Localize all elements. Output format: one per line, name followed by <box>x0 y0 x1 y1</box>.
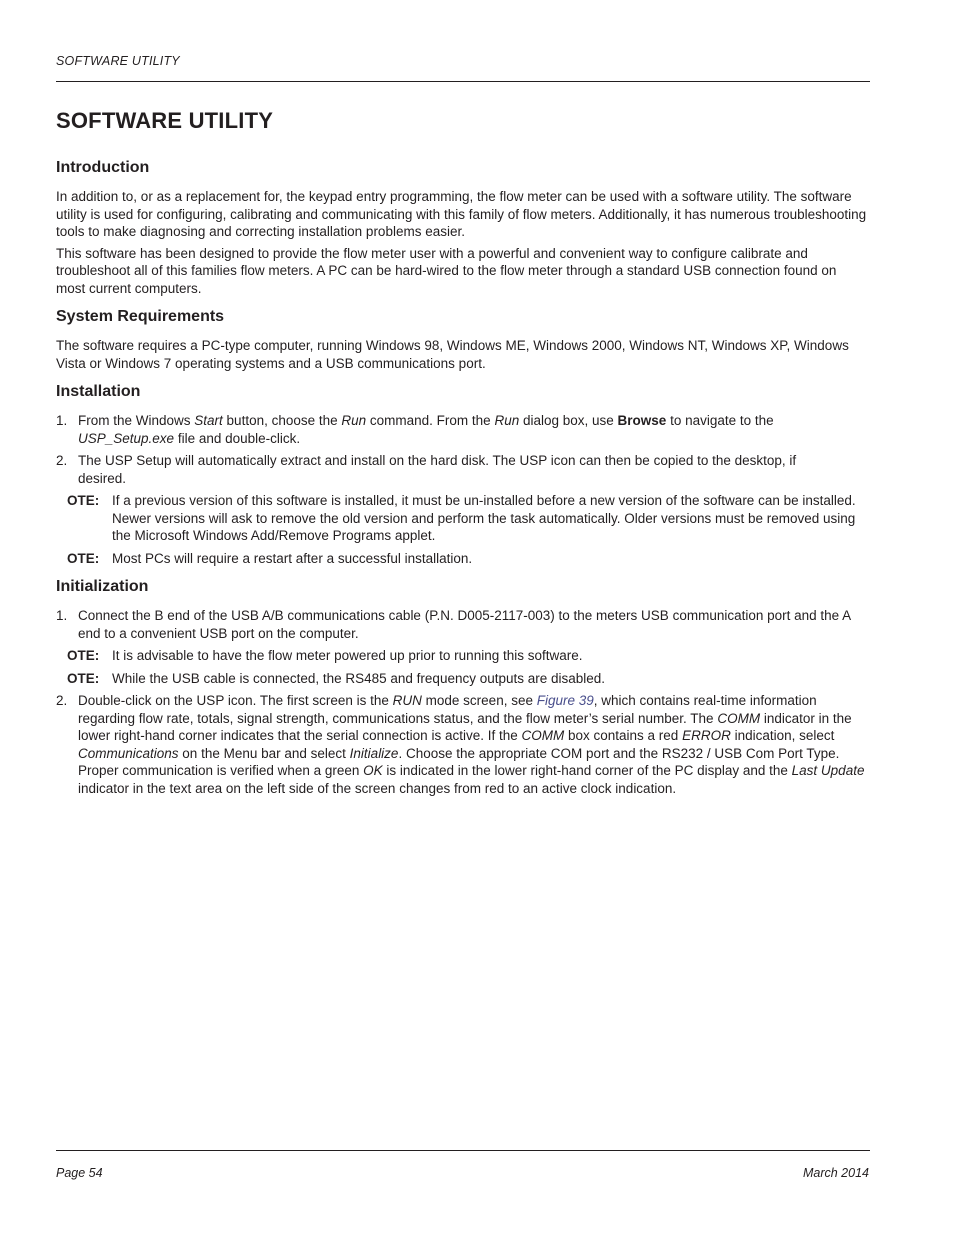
section-heading-installation: Installation <box>56 383 141 400</box>
figure-39-link[interactable]: Figure 39 <box>536 693 594 708</box>
init-note-2: OTE: While the USB cable is connected, the RS485 and frequency outputs are disabled. <box>67 670 606 686</box>
section-heading-system-requirements: System Requirements <box>56 308 225 325</box>
list-number: 2. <box>56 693 68 708</box>
sysreq-paragraph: The software requires a PC-type computer, running Windows 98, Windows ME, Windows 2000, Windows NT, Windows XP, Windows Vista or Windows 7 operating systems and a USB communications port. <box>56 338 849 371</box>
page-content <box>56 158 868 797</box>
intro-paragraph-2: This software has been designed to provide the flow meter user with a powerful and convenient way to configure calibrate and troubleshoot all of this families flow meters. A PC can be hard-wired to the flow meter through a standard USB connection found on most current computers. <box>56 245 837 296</box>
install-step-2: 2. The USP Setup will automatically extract and install on the hard disk. The USP icon can then be copied to the desktop, if desired. <box>56 453 797 486</box>
footer-date: March 2014 <box>802 1166 869 1180</box>
init-note-1: OTE: It is advisable to have the flow meter powered up prior to running this software. <box>67 648 583 663</box>
section-heading-initialization: Initialization <box>56 578 149 595</box>
install-step-1: 1. From the Windows Start button, choose the Run command. From the Run dialog box, use Browse to navigate to the USP_Setup.exe file and double-click. <box>56 413 774 446</box>
page-number: Page 54 <box>56 1166 103 1180</box>
intro-paragraph-1: In addition to, or as a replacement for, the keypad entry programming, the flow meter can be used with a software utility. The software utility is used for configuring, calibrating and communicating with this family of flow meters. Additionally, it has numerous troubleshooting tools to make diagnosing and correcting installation problems easier. <box>56 189 867 239</box>
list-number: 2. <box>56 453 68 468</box>
install-note-1: OTE: If a previous version of this software is installed, it must be un-installed before a new version of the software can be installed. Newer versions will ask to remove the old version and perform the task automatically. Older versions must be removed using the Microsoft Windows Add/Remove Programs applet. <box>67 493 856 543</box>
init-step-1: 1. Connect the B end of the USB A/B communications cable (P.N. D005-2117-003) to the meters USB communication port and the A end to a convenient USB port on the computer. <box>56 608 851 641</box>
section-heading-introduction: Introduction <box>56 159 150 176</box>
list-number: 1. <box>56 608 68 623</box>
page-title: SOFTWARE UTILITY <box>56 108 274 133</box>
note-label: OTE: <box>67 493 100 508</box>
header-rule <box>56 81 870 82</box>
init-step-2: 2. Double-click on the USP icon. The first screen is the RUN mode screen, see Figure 39, which contains real-time information regarding flow rate, totals, signal strength, communications status, and the flow meter’s serial number. The COMM indicator in the lower right-hand corner indicates that the serial connection is active. If the COMM box contains a red ERROR indication, select Communications on the Menu bar and select Initialize. Choose the appropriate COM port and the RS232 / USB Com Port Type. Proper communication is verified when a green OK is indicated in the lower right-hand corner of the PC display and the Last Update indicator in the text area on the left side of the screen changes from red to an active clock indication. <box>56 693 865 796</box>
footer-rule <box>56 1150 870 1151</box>
running-head: SOFTWARE UTILITY <box>56 54 180 68</box>
note-label: OTE: <box>67 550 100 566</box>
list-number: 1. <box>56 413 68 428</box>
install-note-2: OTE: Most PCs will require a restart after a successful installation. <box>67 550 473 566</box>
note-label: OTE: <box>67 670 100 686</box>
note-label: OTE: <box>67 648 100 663</box>
